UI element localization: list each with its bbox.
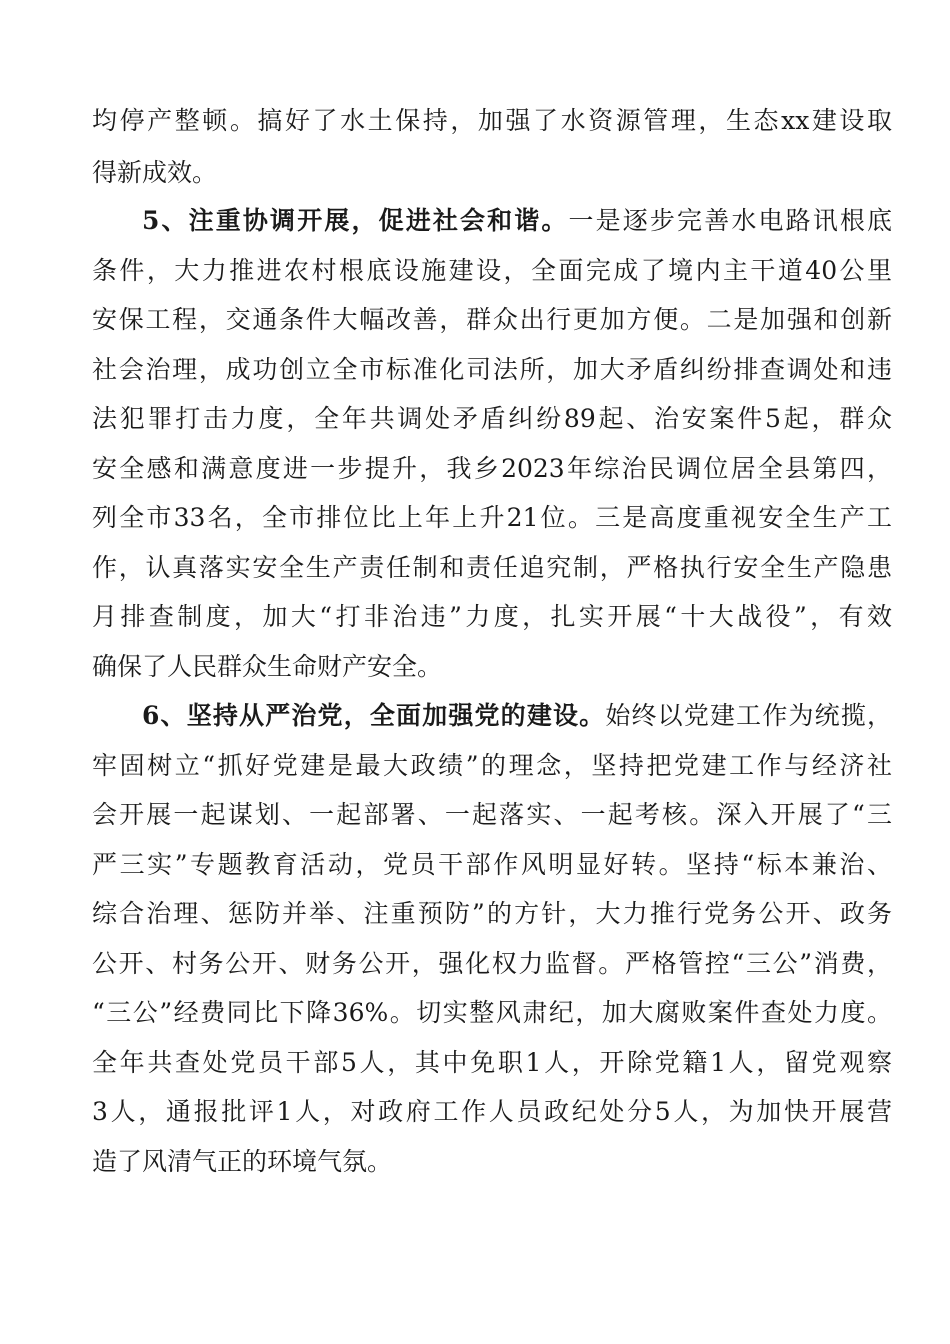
text-line: “三公”经费同比下降36%。切实整风肃纪，加大腐败案件查处力度。 — [92, 998, 892, 1027]
text-line: 确保了人民群众生命财产安全。 — [92, 652, 443, 681]
paragraph-6-first-line — [142, 696, 892, 736]
text-line: 公开、村务公开、财务公开，强化权力监督。严格管控“三公”消费， — [92, 949, 892, 978]
text-line: 法犯罪打击力度，全年共调处矛盾纠纷89起、治安案件5起，群众 — [92, 404, 892, 433]
text-line: 安保工程，交通条件大幅改善，群众出行更加方便。二是加强和创新 — [92, 305, 892, 334]
text-line: 牢固树立“抓好党建是最大政绩”的理念，坚持把党建工作与经济社 — [92, 751, 892, 780]
text-line: 月排查制度，加大“打非治违”力度，扎实开展“十大战役”，有效 — [92, 602, 892, 631]
text-line: 列全市33名，全市排位比上年上升21位。三是高度重视安全生产工 — [92, 503, 892, 532]
paragraph-5-first-line-text: 一是逐步完善水电路讯根底 — [568, 206, 892, 235]
paragraph-6-heading: 6、坚持从严治党，全面加强党的建设。 — [142, 701, 606, 730]
text-line: 得新成效。 — [92, 158, 218, 187]
paragraph-6-first-line-text: 始终以党建工作为统揽， — [605, 701, 892, 730]
text-line: 造了风清气正的环境气氛。 — [92, 1147, 393, 1176]
text-line: 全年共查处党员干部5人，其中免职1人，开除党籍1人，留党观察 — [92, 1048, 892, 1077]
text-line: 社会治理，成功创立全市标准化司法所，加大矛盾纠纷排查调处和违 — [92, 355, 892, 384]
text-line: 综合治理、惩防并举、注重预防”的方针，大力推行党务公开、政务 — [92, 899, 892, 928]
paragraph-5-first-line — [142, 201, 892, 241]
text-line: 均停产整顿。搞好了水土保持，加强了水资源管理，生态xx建设取 — [92, 106, 892, 135]
text-line: 条件，大力推进农村根底设施建设，全面完成了境内主干道40公里 — [92, 256, 892, 285]
text-line: 3人，通报批评1人，对政府工作人员政纪处分5人，为加快开展营 — [92, 1097, 892, 1126]
text-line: 会开展一起谋划、一起部署、一起落实、一起考核。深入开展了“三 — [92, 800, 892, 829]
paragraph-5-heading: 5、注重协调开展，促进社会和谐。 — [142, 206, 569, 235]
text-line: 安全感和满意度进一步提升，我乡2023年综治民调位居全县第四， — [92, 454, 892, 483]
text-line: 作，认真落实安全生产责任制和责任追究制，严格执行安全生产隐患 — [92, 553, 892, 582]
text-line: 严三实”专题教育活动，党员干部作风明显好转。坚持“标本兼治、 — [92, 850, 892, 879]
